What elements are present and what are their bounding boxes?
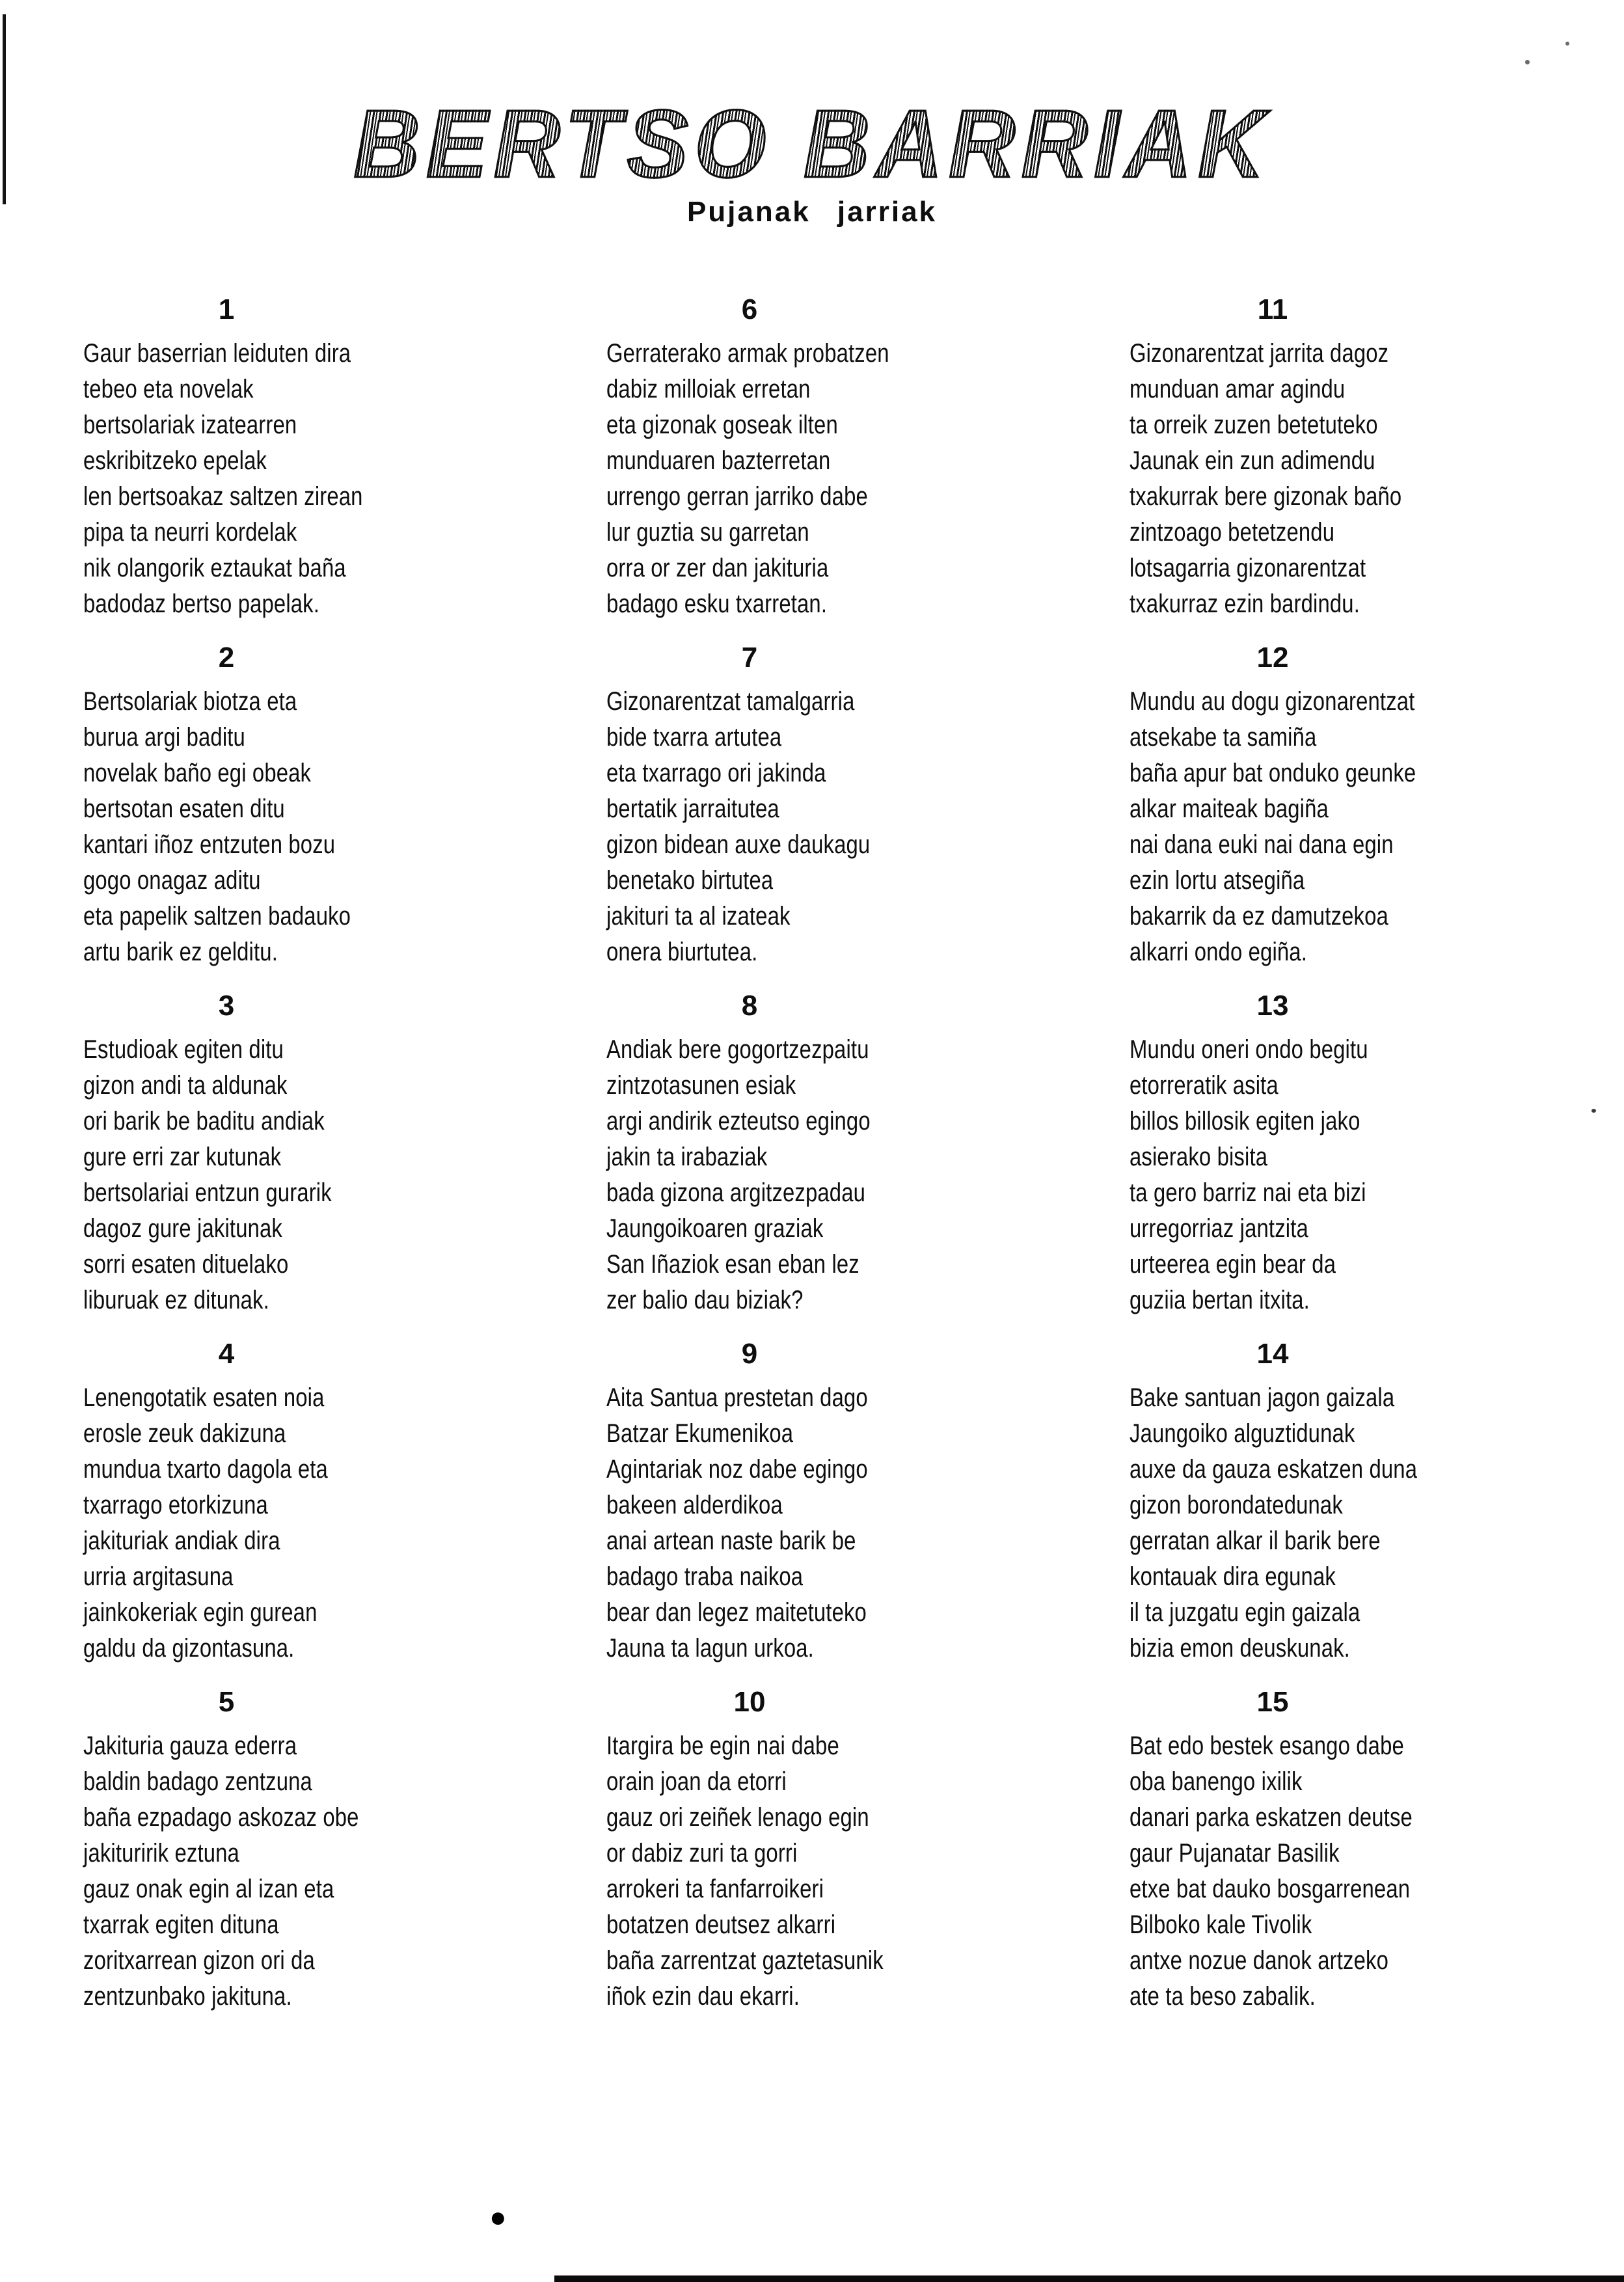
verse-line: dabiz milloiak erretan (606, 375, 811, 403)
verse-line: badodaz bertso papelak. (83, 590, 320, 618)
stanza-8 (606, 988, 1038, 1336)
verse-line: danari parka eskatzen deutse (1130, 1803, 1413, 1832)
verse-line: bakarrik da ez damutzekoa (1130, 902, 1388, 930)
verse-line: ta orreik zuzen betetuteko (1130, 411, 1378, 439)
page-title: BERTSO BARRIAK (0, 96, 1624, 193)
verse-line: artu barik ez gelditu. (83, 938, 278, 966)
verse-line: bertsolariai entzun gurarik (83, 1178, 332, 1207)
verse-line: baña ezpadago askozaz obe (83, 1803, 359, 1832)
stanza-lines (1130, 1032, 1483, 1318)
verse-line: Estudioak egiten ditu (83, 1035, 284, 1064)
stanza-lines (1130, 336, 1483, 622)
verse-line: atsekabe ta samiña (1130, 723, 1317, 752)
verse-line: bide txarra artutea (606, 723, 782, 752)
verse-line: gaur Pujanatar Basilik (1130, 1839, 1340, 1868)
stanza-lines (1130, 1380, 1483, 1666)
verse-line: Batzar Ekumenikoa (606, 1419, 794, 1448)
stanza-lines (1130, 1728, 1483, 2015)
verse-line: alkar maiteak bagiña (1130, 795, 1329, 823)
stanza-number: 11 (1257, 293, 1288, 325)
stanza-number: 4 (218, 1338, 235, 1370)
verse-columns (83, 292, 1562, 2015)
verse-line: gizon bidean auxe daukagu (606, 830, 871, 859)
verse-line: novelak baño egi obeak (83, 759, 312, 787)
verse-line: etxe bat dauko bosgarrenean (1130, 1875, 1411, 1903)
verse-line: gerratan alkar il barik bere (1130, 1527, 1381, 1555)
verse-line: bizia emon deuskunak. (1130, 1634, 1350, 1663)
verse-line: badago traba naikoa (606, 1562, 804, 1591)
verse-line: botatzen deutsez alkarri (606, 1910, 836, 1939)
verse-line: eta papelik saltzen badauko (83, 902, 351, 930)
verse-line: iñok ezin dau ekarri. (606, 1982, 800, 2011)
stanza-15 (1130, 1684, 1562, 2015)
verse-line: gauz ori zeiñek lenago egin (606, 1803, 869, 1832)
verse-line: zentzunbako jakituna. (83, 1982, 292, 2011)
stanza-number: 10 (733, 1686, 766, 1718)
verse-line: billos billosik egiten jako (1130, 1107, 1360, 1135)
stanza-lines (83, 1032, 437, 1318)
stanza-12 (1130, 640, 1562, 988)
verse-line: gauz onak egin al izan eta (83, 1875, 334, 1903)
scan-artifact-strip (554, 2275, 1624, 2282)
stanza-number: 5 (218, 1686, 235, 1718)
stanza-lines (606, 1380, 960, 1666)
verse-line: zer balio dau biziak? (606, 1286, 804, 1314)
verse-line: jakituririk eztuna (83, 1839, 239, 1868)
stanza-lines (83, 684, 437, 970)
verse-line: Gaur baserrian leiduten dira (83, 339, 351, 368)
verse-line: San Iñaziok esan eban lez (606, 1250, 859, 1279)
verse-line: ta gero barriz nai eta bizi (1130, 1178, 1366, 1207)
verse-line: txakurraz ezin bardindu. (1130, 590, 1360, 618)
verse-line: auxe da gauza eskatzen duna (1130, 1455, 1418, 1484)
stanza-number: 13 (1256, 990, 1289, 1022)
stanza-13 (1130, 988, 1562, 1336)
verse-line: baña apur bat onduko geunke (1130, 759, 1416, 787)
stanza-number: 7 (741, 642, 758, 673)
verse-line: ate ta beso zabalik. (1130, 1982, 1316, 2011)
verse-line: urrengo gerran jarriko dabe (606, 482, 868, 511)
verse-line: or dabiz zuri ta gorri (606, 1839, 798, 1868)
verse-line: Gizonarentzat jarrita dagoz (1130, 339, 1389, 368)
stanza-lines (606, 684, 960, 970)
stanza-10 (606, 1684, 1038, 2015)
verse-line: asierako bisita (1130, 1143, 1268, 1171)
verse-line: zoritxarrean gizon ori da (83, 1946, 315, 1975)
verse-line: eta txarrago ori jakinda (606, 759, 826, 787)
stanza-lines (83, 1728, 437, 2015)
verse-line: onera biurtutea. (606, 938, 758, 966)
verse-line: burua argi baditu (83, 723, 245, 752)
verse-line: baña zarrentzat gaztetasunik (606, 1946, 884, 1975)
footer-bullet: ● (489, 2201, 507, 2233)
verse-line: munduan amar agindu (1130, 375, 1346, 403)
verse-line: bakeen alderdikoa (606, 1491, 783, 1519)
stanza-number: 14 (1256, 1338, 1289, 1370)
scan-speck (1591, 1109, 1596, 1113)
verse-line: gure erri zar kutunak (83, 1143, 282, 1171)
verse-line: pipa ta neurri kordelak (83, 518, 297, 547)
stanza-number: 2 (218, 642, 235, 673)
verse-line: ezin lortu atsegiña (1130, 866, 1305, 895)
stanza-number: 9 (741, 1338, 758, 1370)
stanza-number: 6 (741, 293, 758, 325)
verse-line: Jaunak ein zun adimendu (1130, 446, 1375, 475)
verse-line: Bilboko kale Tivolik (1130, 1910, 1312, 1939)
verse-line: Jaungoiko alguztidunak (1130, 1419, 1355, 1448)
verse-line: liburuak ez ditunak. (83, 1286, 269, 1314)
verse-line: jakituri ta al izateak (606, 902, 791, 930)
verse-line: zintzoago betetzendu (1130, 518, 1335, 547)
verse-line: urteerea egin bear da (1130, 1250, 1336, 1279)
stanza-lines (606, 336, 960, 622)
verse-line: benetako birtutea (606, 866, 774, 895)
stanza-5 (83, 1684, 515, 2015)
verse-line: guziia bertan itxita. (1130, 1286, 1310, 1314)
verse-line: jakituriak andiak dira (83, 1527, 280, 1555)
stanza-2 (83, 640, 515, 988)
page-subtitle: Pujanak jarriak (686, 196, 938, 228)
verse-line: jainkokeriak egin gurean (83, 1598, 318, 1627)
verse-line: txarrago etorkizuna (83, 1491, 268, 1519)
verse-line: eta gizonak goseak ilten (606, 411, 838, 439)
verse-line: gizon borondatedunak (1130, 1491, 1343, 1519)
verse-line: ori barik be baditu andiak (83, 1107, 325, 1135)
stanza-number: 12 (1256, 642, 1289, 673)
verse-line: argi andirik ezteutso egingo (606, 1107, 871, 1135)
verse-line: Aita Santua prestetan dago (606, 1383, 868, 1412)
verse-line: munduaren bazterretan (606, 446, 831, 475)
verse-line: alkarri ondo egiña. (1130, 938, 1307, 966)
stanza-3 (83, 988, 515, 1336)
stanza-11 (1130, 292, 1562, 640)
verse-line: bertsotan esaten ditu (83, 795, 285, 823)
verse-line: txarrak egiten dituna (83, 1910, 279, 1939)
stanza-9 (606, 1336, 1038, 1684)
verse-line: oba banengo ixilik (1130, 1767, 1303, 1796)
verse-line: bertatik jarraitutea (606, 795, 779, 823)
stanza-6 (606, 292, 1038, 640)
verse-line: Bat edo bestek esango dabe (1130, 1732, 1404, 1760)
verse-line: Itargira be egin nai dabe (606, 1732, 839, 1760)
verse-line: tebeo eta novelak (83, 375, 254, 403)
verse-line: badago esku txarretan. (606, 590, 828, 618)
verse-line: kantari iñoz entzuten bozu (83, 830, 336, 859)
verse-line: mundua txarto dagola eta (83, 1455, 328, 1484)
stanza-number: 8 (741, 990, 758, 1022)
verse-line: sorri esaten dituelako (83, 1250, 289, 1279)
stanza-lines (83, 1380, 437, 1666)
verse-line: il ta juzgatu egin gaizala (1130, 1598, 1360, 1627)
stanza-lines (606, 1728, 960, 2015)
stanza-number: 1 (218, 293, 235, 325)
verse-line: etorreratik asita (1130, 1071, 1279, 1100)
verse-line: lotsagarria gizonarentzat (1130, 554, 1366, 582)
verse-line: Mundu au dogu gizonarentzat (1130, 687, 1415, 716)
verse-line: Bake santuan jagon gaizala (1130, 1383, 1395, 1412)
verse-line: nik olangorik eztaukat baña (83, 554, 346, 582)
verse-line: Jakituria gauza ederra (83, 1732, 297, 1760)
verse-line: Gizonarentzat tamalgarria (606, 687, 855, 716)
stanza-7 (606, 640, 1038, 988)
stanza-number: 3 (218, 990, 235, 1022)
verse-line: lur guztia su garretan (606, 518, 809, 547)
verse-line: zintzotasunen esiak (606, 1071, 796, 1100)
verse-line: txakurrak bere gizonak baño (1130, 482, 1402, 511)
verse-line: gizon andi ta aldunak (83, 1071, 288, 1100)
stanza-1 (83, 292, 515, 640)
verse-line: len bertsoakaz saltzen zirean (83, 482, 363, 511)
verse-line: jakin ta irabaziak (606, 1143, 768, 1171)
verse-line: Andiak bere gogortzezpaitu (606, 1035, 869, 1064)
scan-speck (1565, 42, 1569, 46)
verse-line: Jaungoikoaren graziak (606, 1214, 824, 1243)
verse-line: Jauna ta lagun urkoa. (606, 1634, 814, 1663)
verse-line: bertsolariak izatearren (83, 411, 297, 439)
column-1 (83, 292, 515, 2015)
verse-line: anai artean naste barik be (606, 1527, 856, 1555)
verse-line: bada gizona argitzezpadau (606, 1178, 866, 1207)
verse-line: erosle zeuk dakizuna (83, 1419, 286, 1448)
verse-line: antxe nozue danok artzeko (1130, 1946, 1388, 1975)
column-3 (1130, 292, 1562, 2015)
verse-line: Lenengotatik esaten noia (83, 1383, 325, 1412)
verse-line: Agintariak noz dabe egingo (606, 1455, 868, 1484)
verse-line: urria argitasuna (83, 1562, 234, 1591)
verse-line: galdu da gizontasuna. (83, 1634, 295, 1663)
verse-line: Bertsolariak biotza eta (83, 687, 297, 716)
stanza-number: 15 (1256, 1686, 1289, 1718)
verse-line: orain joan da etorri (606, 1767, 787, 1796)
verse-line: Mundu oneri ondo begitu (1130, 1035, 1368, 1064)
scan-speck (1525, 60, 1530, 64)
verse-line: eskribitzeko epelak (83, 446, 267, 475)
verse-line: nai dana euki nai dana egin (1130, 830, 1394, 859)
stanza-lines (1130, 684, 1483, 970)
stanza-4 (83, 1336, 515, 1684)
verse-line: baldin badago zentzuna (83, 1767, 312, 1796)
verse-line: kontauak dira egunak (1130, 1562, 1336, 1591)
column-2 (606, 292, 1038, 2015)
verse-line: arrokeri ta fanfarroikeri (606, 1875, 824, 1903)
verse-line: Gerraterako armak probatzen (606, 339, 889, 368)
verse-line: urregorriaz jantzita (1130, 1214, 1308, 1243)
verse-line: bear dan legez maitetuteko (606, 1598, 867, 1627)
stanza-lines (606, 1032, 960, 1318)
verse-line: orra or zer dan jakituria (606, 554, 829, 582)
stanza-lines (83, 336, 437, 622)
verse-line: gogo onagaz aditu (83, 866, 261, 895)
stanza-14 (1130, 1336, 1562, 1684)
verse-line: dagoz gure jakitunak (83, 1214, 282, 1243)
